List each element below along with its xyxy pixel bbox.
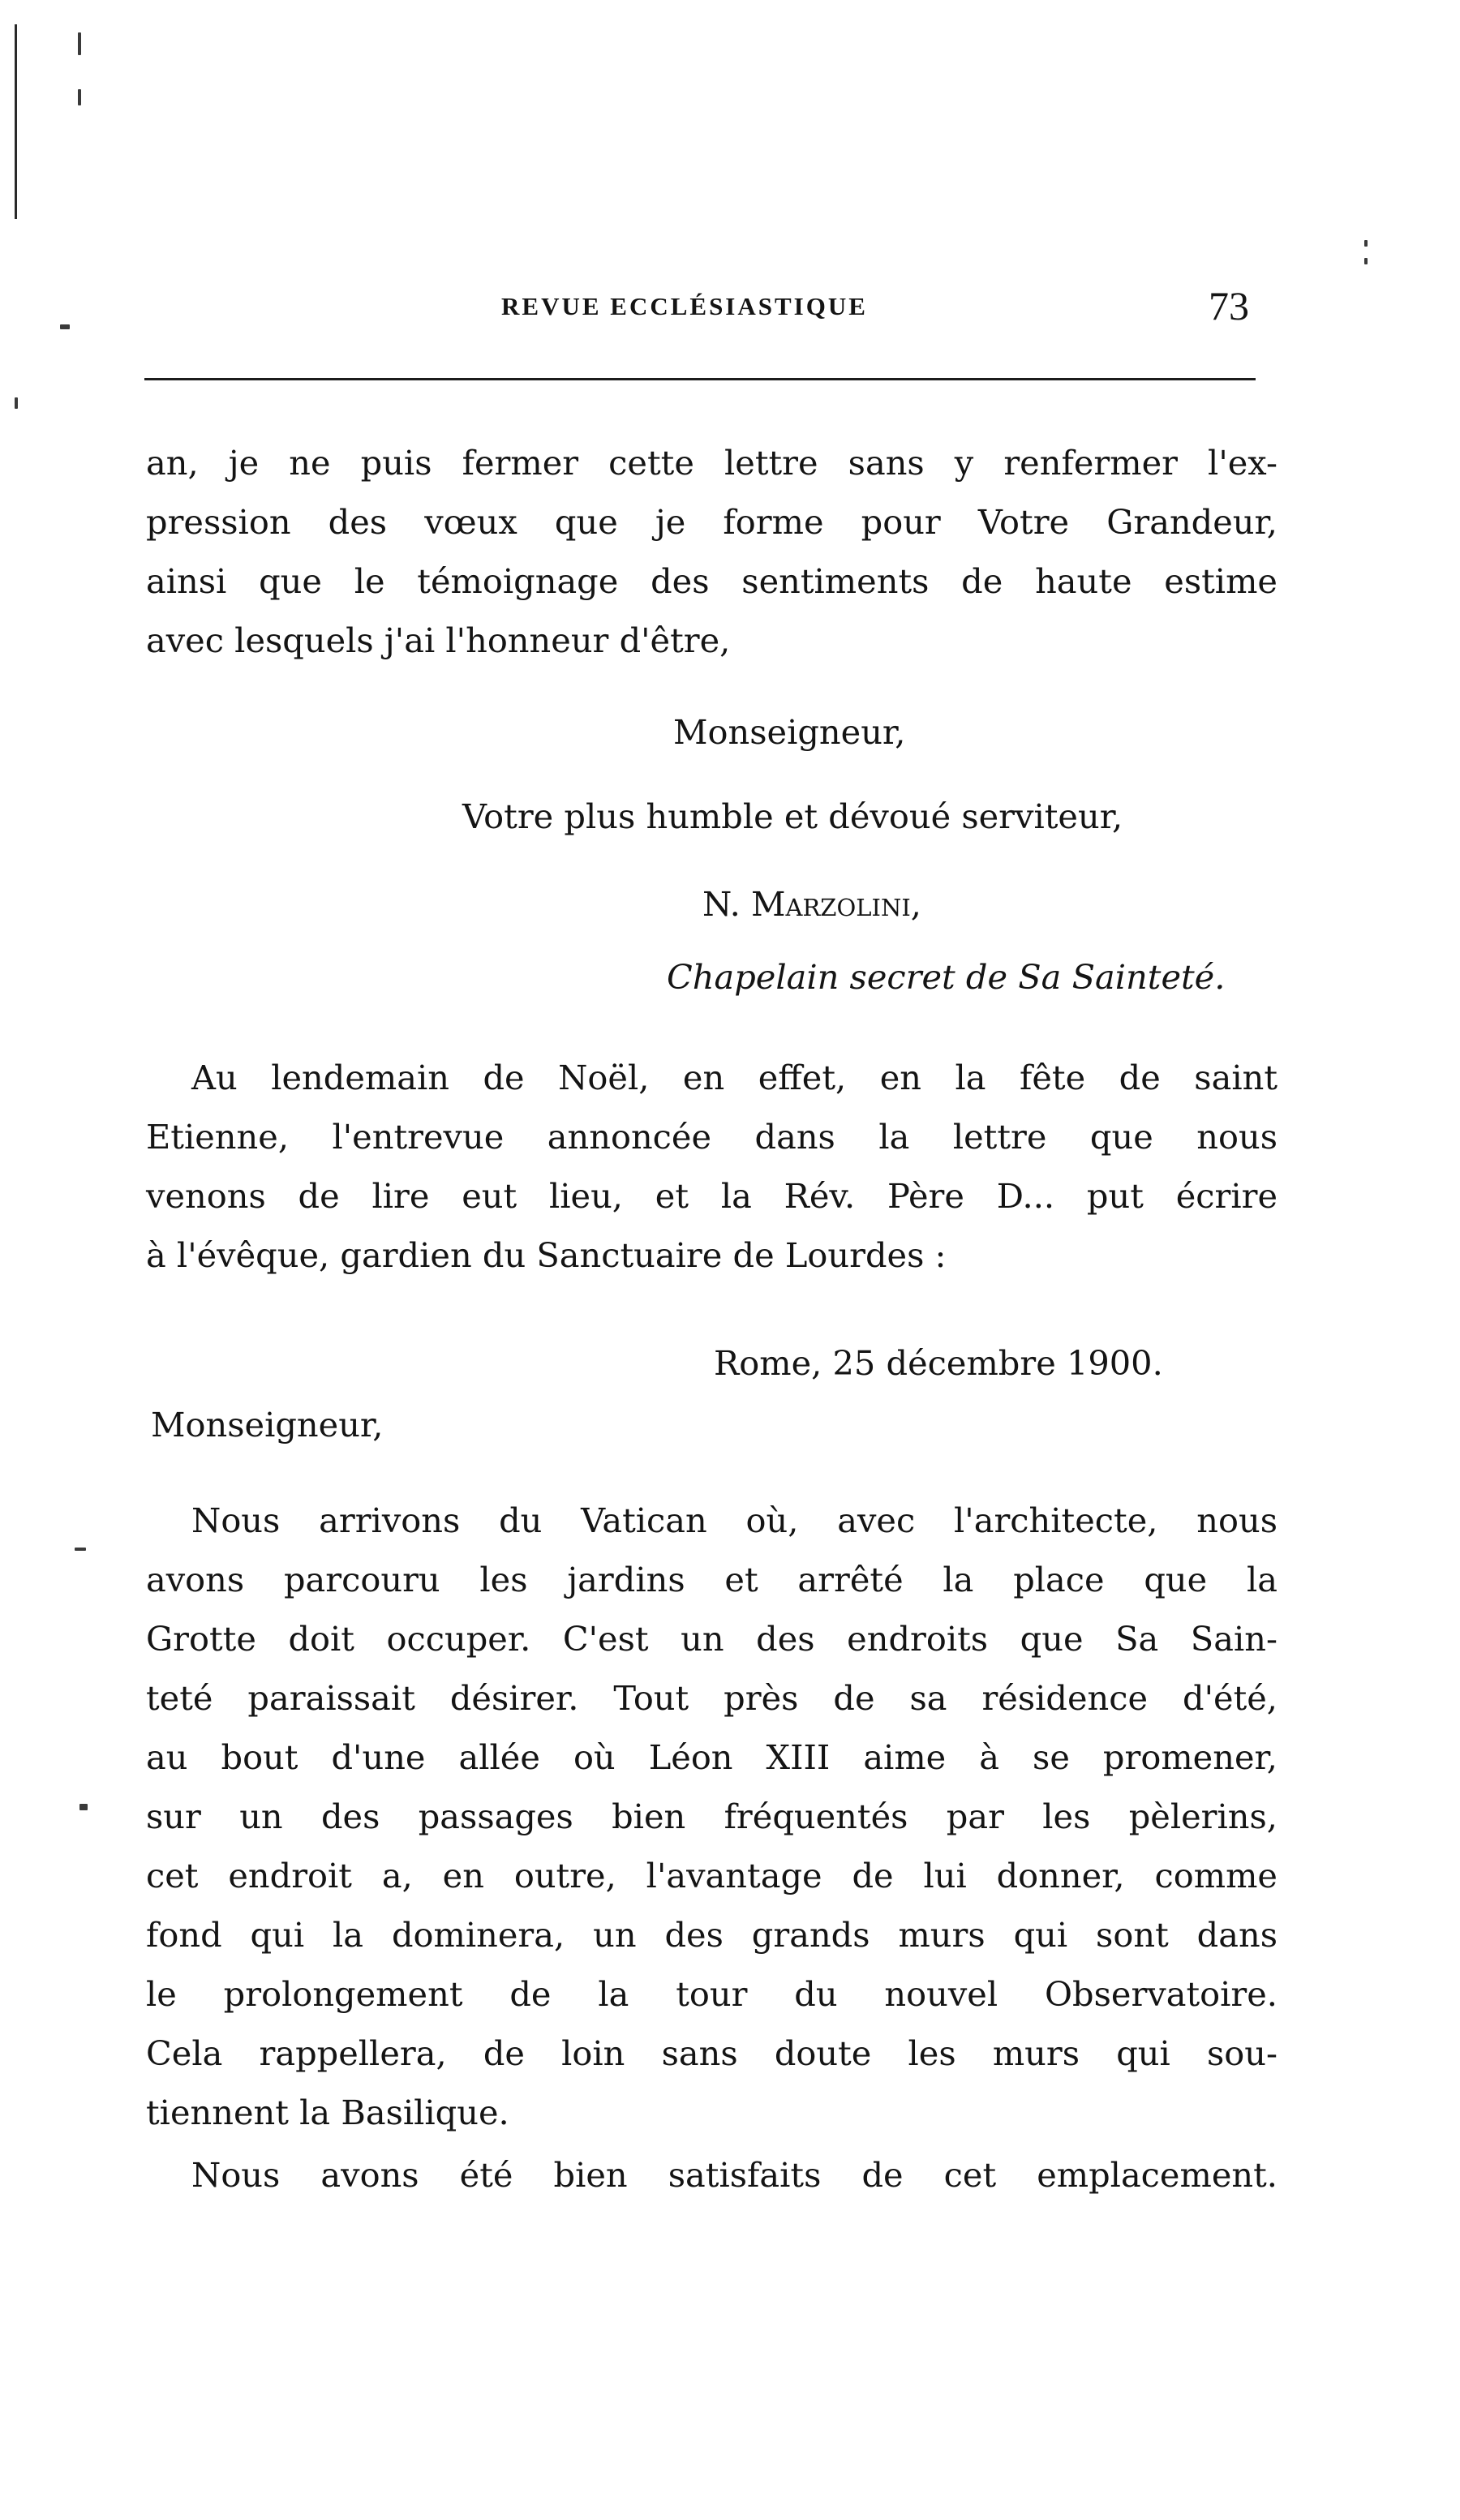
letter-dateline: Rome, 25 décembre 1900. <box>714 1343 1163 1383</box>
running-title: REVUE ECCLÉSIASTIQUE <box>501 292 868 320</box>
scan-speck <box>75 1548 86 1551</box>
text-line: pression des vœux que je forme pour Votre Grandeur, <box>146 502 1278 542</box>
header-rule <box>144 378 1256 380</box>
text-line: Cela rappellera, de loin sans doute les murs qui sou- <box>146 2033 1278 2073</box>
scan-speck <box>1364 240 1368 247</box>
scan-speck <box>78 89 81 105</box>
text-line: teté paraissait désirer. Tout près de sa résidence d'été, <box>146 1678 1278 1718</box>
text-line: ainsi que le témoignage des sentiments de haute estime <box>146 561 1278 601</box>
text-line: venons de lire eut lieu, et la Rév. Père D... put écrire <box>146 1176 1278 1216</box>
letter-salutation: Monseigneur, <box>151 1405 384 1445</box>
letter-closing-paragraph <box>146 433 1278 670</box>
narrative-paragraph <box>146 1048 1278 1285</box>
text-line: Nous arrivons du Vatican où, avec l'architecte, nous <box>191 1500 1278 1540</box>
text-line: Grotte doit occuper. C'est un des endroits que Sa Sain- <box>146 1619 1278 1659</box>
closing-salutation: Monseigneur, <box>673 712 906 752</box>
text-line: sur un des passages bien fréquentés par les pèlerins, <box>146 1797 1278 1836</box>
scan-speck <box>15 397 18 409</box>
scan-speck <box>78 32 81 55</box>
closing-formula: Votre plus humble et dévoué serviteur, <box>462 796 1123 836</box>
signature-name: N. Marzolini, <box>702 884 921 924</box>
text-line: à l'évêque, gardien du Sanctuaire de Lourdes : <box>146 1235 947 1275</box>
text-line: Etienne, l'entrevue annoncée dans la lettre que nous <box>146 1117 1278 1157</box>
signature-title: Chapelain secret de Sa Sainteté. <box>667 957 1226 997</box>
letter-paragraph-1 <box>146 1491 1278 2142</box>
letter-paragraph-2 <box>146 2145 1278 2204</box>
text-line: Au lendemain de Noël, en effet, en la fête de saint <box>191 1058 1278 1097</box>
text-line: le prolongement de la tour du nouvel Observatoire. <box>146 1974 1278 2014</box>
scan-speck <box>1364 258 1368 264</box>
text-line: fond qui la dominera, un des grands murs qui sont dans <box>146 1915 1278 1955</box>
text-line: an, je ne puis fermer cette lettre sans y renfermer l'ex- <box>146 443 1278 483</box>
text-line: cet endroit a, en outre, l'avantage de lui donner, comme <box>146 1856 1278 1895</box>
text-line: au bout d'une allée où Léon XIII aime à se promener, <box>146 1737 1278 1777</box>
text-line: avons parcouru les jardins et arrêté la place que la <box>146 1560 1278 1599</box>
text-line: tiennent la Basilique. <box>146 2093 509 2132</box>
text-line: avec lesquels j'ai l'honneur d'être, <box>146 620 731 660</box>
scan-speck <box>79 1804 88 1810</box>
scan-speck <box>60 324 70 329</box>
page-number: 73 <box>1209 283 1249 328</box>
text-line: Nous avons été bien satisfaits de cet emplacement. <box>191 2155 1278 2195</box>
running-head <box>144 282 1272 331</box>
scan-margin-line <box>15 24 17 219</box>
